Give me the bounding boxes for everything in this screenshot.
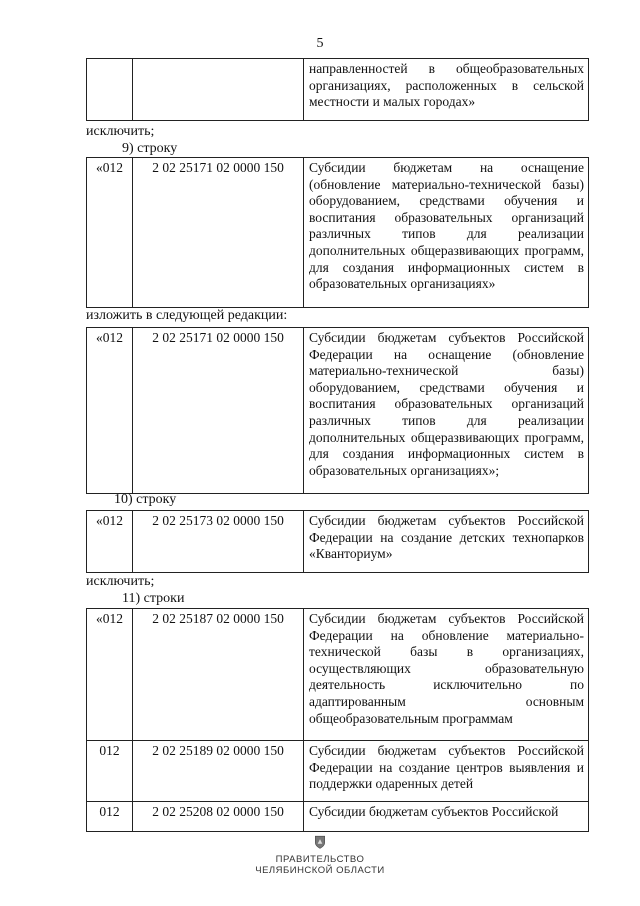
description-cell: Субсидии бюджетам субъектов Российской Федерации на создание детских технопарков «Кванториум» (304, 511, 589, 573)
item-heading-11: 11) строки (122, 591, 185, 606)
table-row (87, 59, 589, 121)
description-cell: направленностей в общеобразовательных организациях, расположенных в сельской местности и малых городах» (304, 59, 589, 121)
budget-table-continuation (86, 58, 589, 121)
code-cell: «012 (87, 158, 133, 308)
code-cell: 012 (87, 802, 133, 832)
budget-table-row-9-new (86, 327, 589, 494)
table-row (87, 609, 589, 741)
description-cell: Субсидии бюджетам на оснащение (обновление материально-технической базы) оборудованием, средствами обучения и воспитания образовательных организаций различных типов для реализации дополнительных общеразвивающих программ, для создания информационных систем в образовательных организациях» (304, 158, 589, 308)
instruction-new-edition: изложить в следующей редакции: (86, 308, 288, 323)
table-row (87, 158, 589, 308)
table-row (87, 802, 589, 832)
table-row (87, 328, 589, 494)
footer-government-stamp (0, 835, 640, 876)
kbk-cell: 2 02 25171 02 0000 150 (133, 328, 304, 494)
kbk-cell: 2 02 25208 02 0000 150 (133, 802, 304, 832)
item-heading-9: 9) строку (122, 141, 178, 156)
description-cell: Субсидии бюджетам субъектов Российской Федерации на создание центров выявления и поддержки одаренных детей (304, 741, 589, 802)
page-number: 5 (316, 36, 324, 51)
budget-table-row-11 (86, 608, 589, 832)
table-row (87, 511, 589, 573)
description-cell: Субсидии бюджетам субъектов Российской Федерации на оснащение (обновление материально-технической базы) оборудованием, средствами обучения и воспитания образовательных организаций различных типов для реализации дополнительных общеразвивающих программ, для создания информационных систем в образовательных организациях»; (304, 328, 589, 494)
budget-table-row-9 (86, 157, 589, 308)
instruction-exclude: исключить; (86, 574, 155, 589)
coat-of-arms-icon (313, 835, 327, 854)
kbk-cell: 2 02 25189 02 0000 150 (133, 741, 304, 802)
kbk-cell: 2 02 25171 02 0000 150 (133, 158, 304, 308)
kbk-cell: 2 02 25187 02 0000 150 (133, 609, 304, 741)
kbk-cell (133, 59, 304, 121)
description-cell: Субсидии бюджетам субъектов Российской Федерации на обновление материально-технической базы в организациях, осуществляющих образовательную деятельность исключительно по адаптированным основным общеобразовательным программам (304, 609, 589, 741)
kbk-cell: 2 02 25173 02 0000 150 (133, 511, 304, 573)
code-cell: 012 (87, 741, 133, 802)
instruction-exclude: исключить; (86, 124, 155, 139)
footer-line-2: ЧЕЛЯБИНСКОЙ ОБЛАСТИ (255, 865, 385, 876)
budget-table-row-10 (86, 510, 589, 573)
code-cell: «012 (87, 328, 133, 494)
code-cell (87, 59, 133, 121)
description-cell: Субсидии бюджетам субъектов Российской (304, 802, 589, 832)
code-cell: «012 (87, 511, 133, 573)
item-heading-10: 10) строку (114, 492, 177, 507)
footer-line-1: ПРАВИТЕЛЬСТВО (275, 854, 365, 865)
code-cell: «012 (87, 609, 133, 741)
table-row (87, 741, 589, 802)
